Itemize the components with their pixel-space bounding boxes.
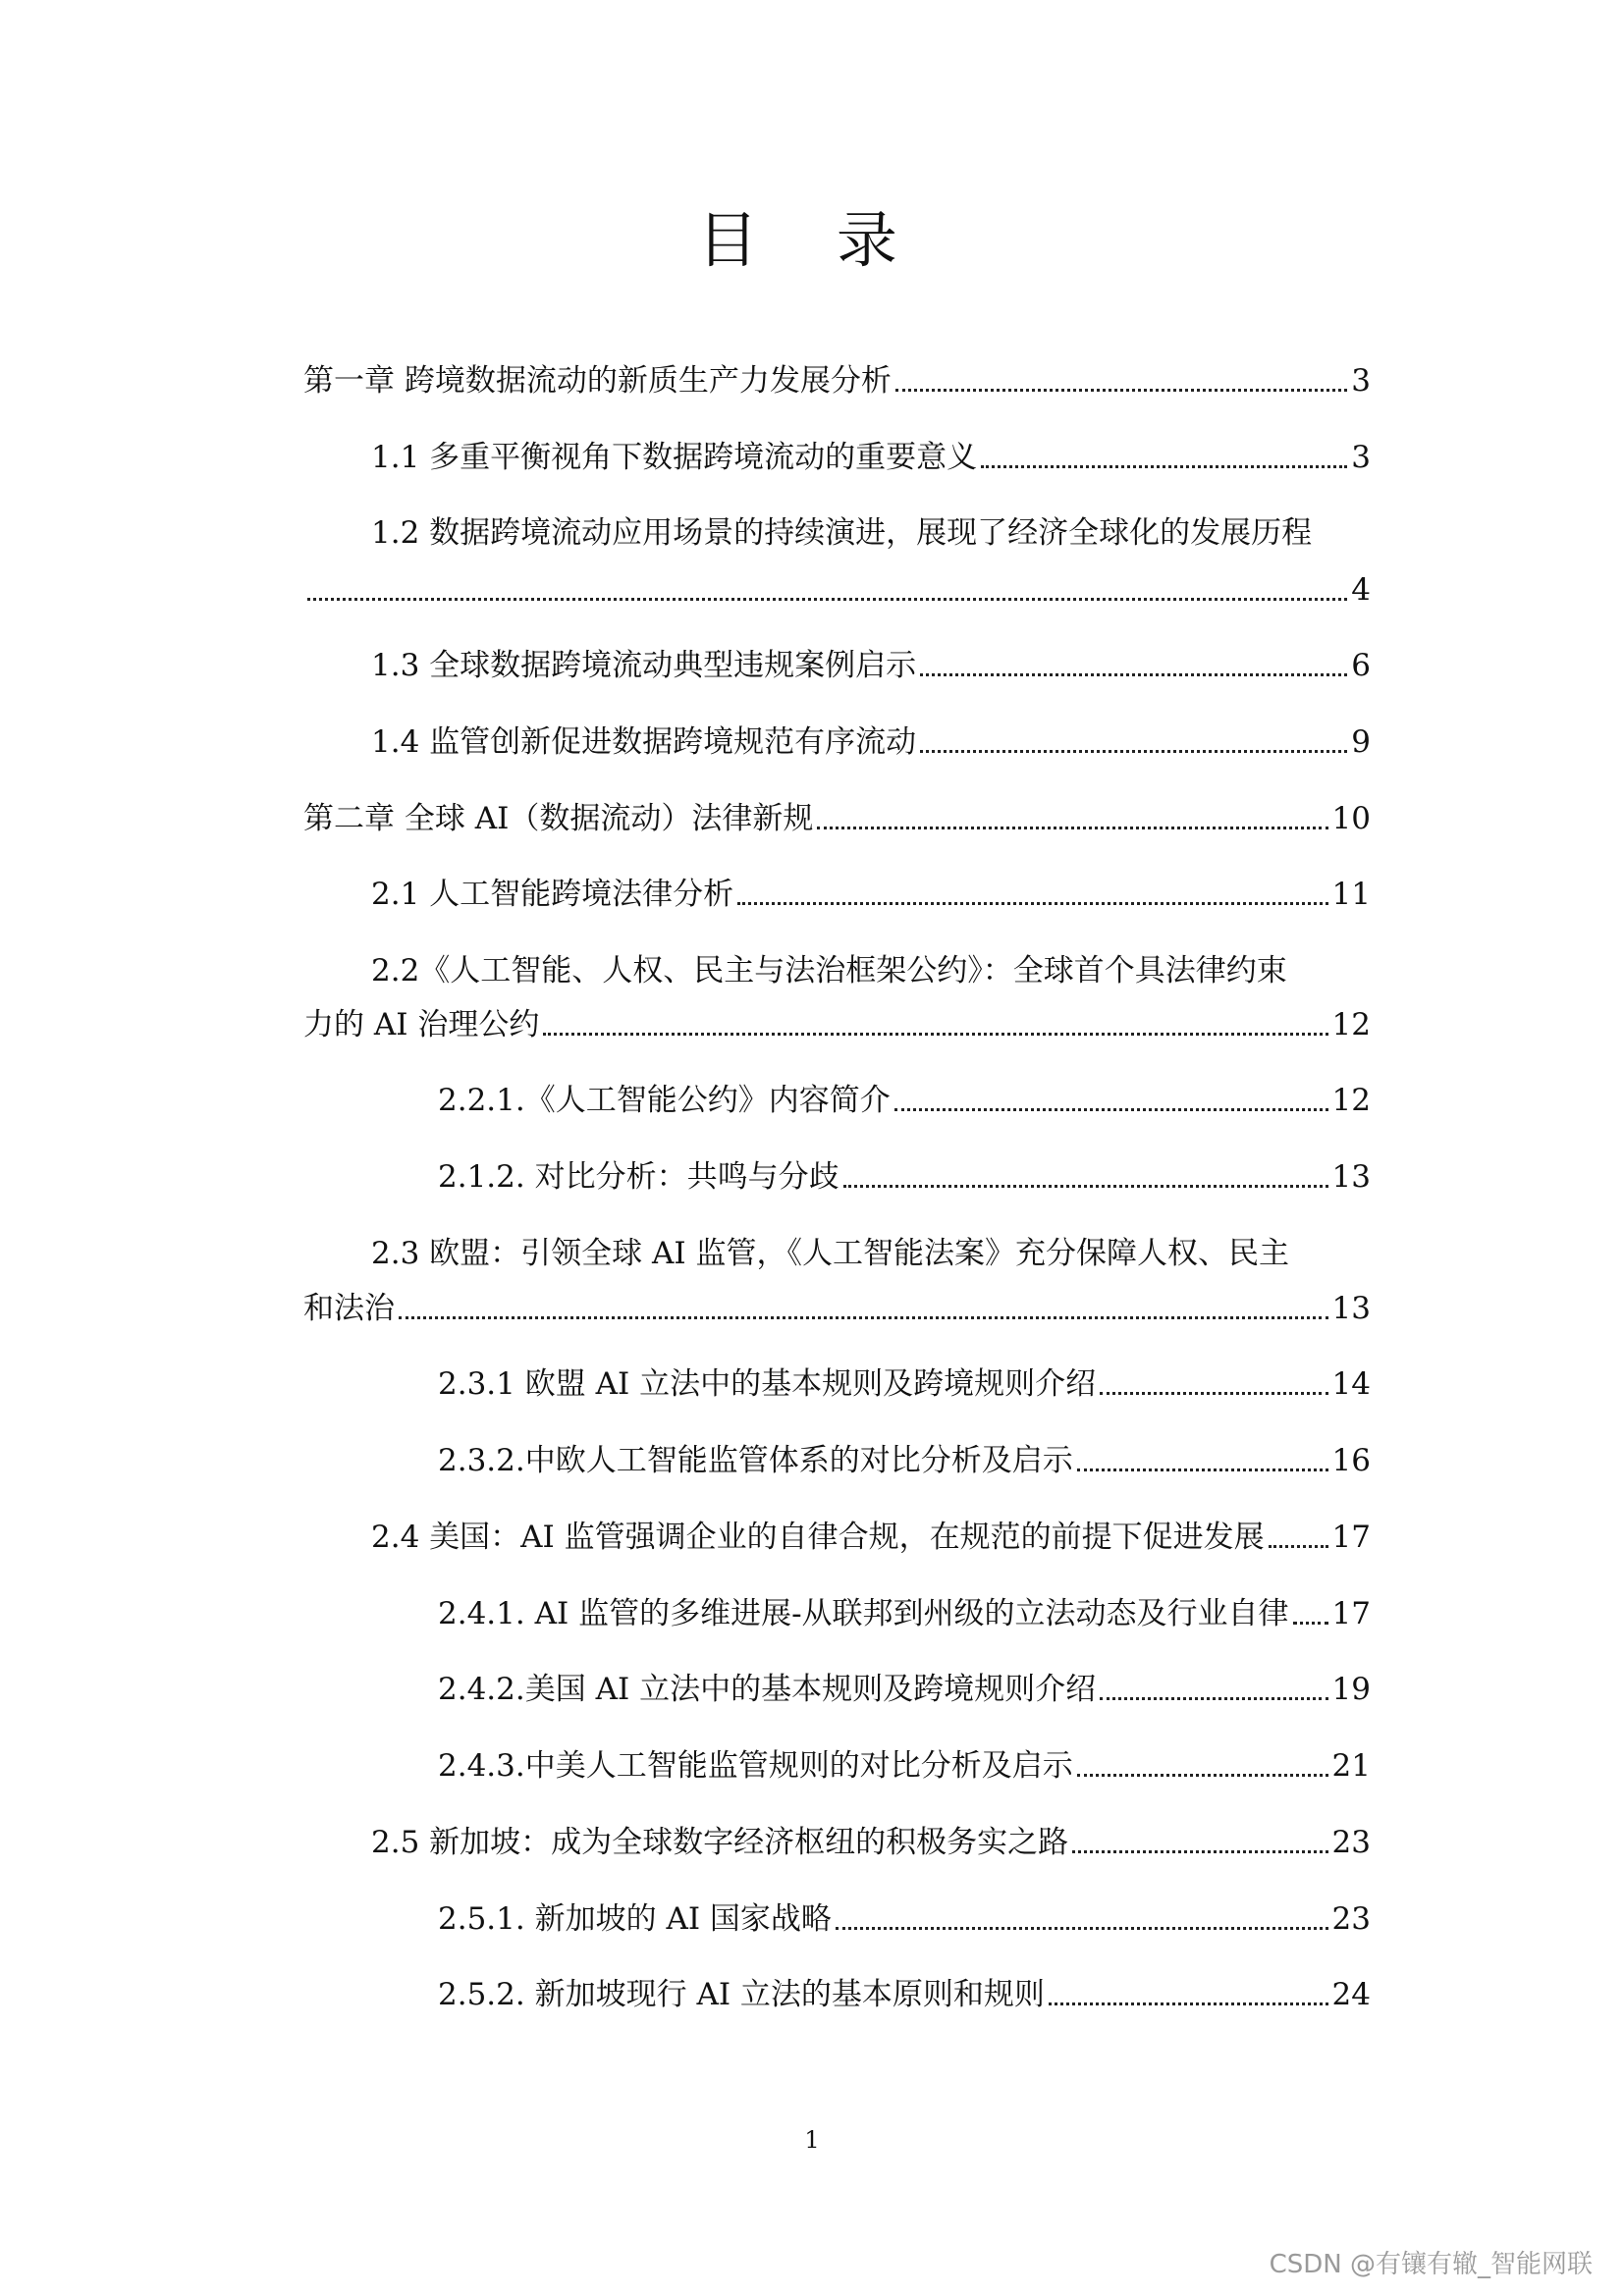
watermark: CSDN @有镶有辙_智能网联 [1269,2250,1593,2279]
toc-entry-2-2[interactable] [371,951,1287,990]
toc-entry-2-4-3[interactable] [438,1746,1371,1786]
toc-entry-page: 9 [1351,724,1371,760]
toc-entry-page: 16 [1331,1443,1371,1478]
toc-entry-chapter-2[interactable] [303,799,1371,838]
toc-entry-2-4[interactable] [371,1518,1371,1557]
toc-entry-2-2-continued[interactable] [303,1005,1371,1044]
toc-entry-1-1[interactable] [371,438,1371,477]
toc-entry-text: 1.1 多重平衡视角下数据跨境流动的重要意义 [371,440,978,475]
dot-leader [1269,1545,1328,1548]
dot-leader [895,389,1347,392]
toc-entry-text: 2.3 欧盟：引领全球 AI 监管，《人工智能法案》充分保障人权、民主 [371,1236,1289,1271]
toc-entry-page: 14 [1331,1366,1371,1402]
dot-leader [920,673,1347,676]
toc-entry-2-1[interactable] [371,875,1371,914]
dot-leader [399,1316,1328,1319]
dot-leader [1072,1850,1327,1853]
dot-leader [1100,1392,1327,1395]
dot-leader [817,827,1327,829]
toc-entry-text: 2.5.1. 新加坡的 AI 国家战略 [438,1901,832,1937]
page-title: 目 录 [697,204,927,276]
toc-entry-1-2[interactable] [371,513,1312,553]
toc-entry-text: 2.3.1 欧盟 AI 立法中的基本规则及跨境规则介绍 [438,1366,1097,1402]
dot-leader [737,902,1327,905]
toc-entry-page: 3 [1351,363,1371,399]
dot-leader [920,750,1347,753]
toc-entry-2-5-1[interactable] [438,1899,1371,1939]
dot-leader [543,1033,1327,1036]
dot-leader [307,598,1347,601]
toc-entry-text: 第一章 跨境数据流动的新质生产力发展分析 [303,363,892,399]
toc-entry-text: 2.4.2.美国 AI 立法中的基本规则及跨境规则介绍 [438,1672,1097,1707]
dot-leader [1293,1622,1328,1625]
toc-entry-text: 第二章 全球 AI（数据流动）法律新规 [303,801,814,836]
toc-entry-2-3-continued[interactable] [303,1289,1371,1328]
toc-entry-text: 2.2.1.《人工智能公约》内容简介 [438,1083,891,1118]
toc-entry-2-1-2[interactable] [438,1157,1371,1197]
toc-entry-page: 13 [1331,1159,1371,1195]
toc-entry-text: 2.3.2.中欧人工智能监管体系的对比分析及启示 [438,1443,1073,1478]
toc-entry-page: 24 [1331,1977,1371,2012]
toc-entry-text: 和法治 [303,1291,395,1326]
toc-entry-page: 4 [1351,572,1371,608]
toc-entry-page: 23 [1331,1825,1371,1860]
dot-leader [1100,1697,1327,1700]
toc-entry-text: 2.1.2. 对比分析：共鸣与分歧 [438,1159,839,1195]
dot-leader [1077,1774,1328,1777]
toc-entry-text: 2.5 新加坡：成为全球数字经济枢纽的积极务实之路 [371,1825,1069,1860]
dot-leader [894,1108,1328,1111]
toc-entry-2-2-1[interactable] [438,1081,1371,1120]
toc-entry-2-4-1[interactable] [438,1594,1371,1633]
toc-entry-chapter-1[interactable] [303,361,1371,400]
toc-entry-2-3-2[interactable] [438,1441,1371,1480]
toc-entry-page: 19 [1331,1672,1371,1707]
toc-entry-page: 10 [1331,801,1371,836]
toc-entry-text: 2.2《人工智能、人权、民主与法治框架公约》：全球首个具法律约束 [371,953,1287,988]
dot-leader [1077,1468,1328,1471]
toc-entry-text: 力的 AI 治理公约 [303,1007,540,1042]
toc-entry-page: 12 [1331,1007,1371,1042]
toc-entry-page: 13 [1331,1291,1371,1326]
toc-entry-1-3[interactable] [371,646,1371,685]
toc-entry-2-3-1[interactable] [438,1364,1371,1404]
toc-entry-page: 11 [1331,877,1371,912]
dot-leader [981,465,1347,468]
toc-entry-page: 23 [1331,1901,1371,1937]
toc-entry-2-5[interactable] [371,1823,1371,1862]
toc-entry-page: 17 [1331,1520,1371,1555]
toc-entry-text: 2.5.2. 新加坡现行 AI 立法的基本原则和规则 [438,1977,1045,2012]
toc-entry-2-4-2[interactable] [438,1670,1371,1709]
toc-entry-1-4[interactable] [371,722,1371,762]
toc-entry-page: 3 [1351,440,1371,475]
toc-entry-text: 1.3 全球数据跨境流动典型违规案例启示 [371,648,917,683]
toc-entry-page: 6 [1351,648,1371,683]
toc-entry-text: 1.4 监管创新促进数据跨境规范有序流动 [371,724,917,760]
dot-leader [1049,2002,1328,2005]
toc-entry-2-5-2[interactable] [438,1975,1371,2014]
dot-leader [843,1185,1328,1188]
toc-entry-page: 21 [1331,1748,1371,1784]
toc-entry-1-2-continued[interactable] [303,570,1371,610]
toc-entry-text: 2.4 美国：AI 监管强调企业的自律合规，在规范的前提下促进发展 [371,1520,1265,1555]
toc-entry-text: 2.4.3.中美人工智能监管规则的对比分析及启示 [438,1748,1073,1784]
footer-page-number: 1 [804,2126,820,2154]
toc-entry-page: 17 [1331,1596,1371,1631]
toc-entry-2-3[interactable] [371,1234,1289,1273]
toc-entry-text: 2.4.1. AI 监管的多维进展-从联邦到州级的立法动态及行业自律 [438,1596,1289,1631]
toc-entry-text: 2.1 人工智能跨境法律分析 [371,877,734,912]
toc-entry-text: 1.2 数据跨境流动应用场景的持续演进，展现了经济全球化的发展历程 [371,515,1313,551]
dot-leader [836,1927,1328,1930]
toc-entry-page: 12 [1331,1083,1371,1118]
